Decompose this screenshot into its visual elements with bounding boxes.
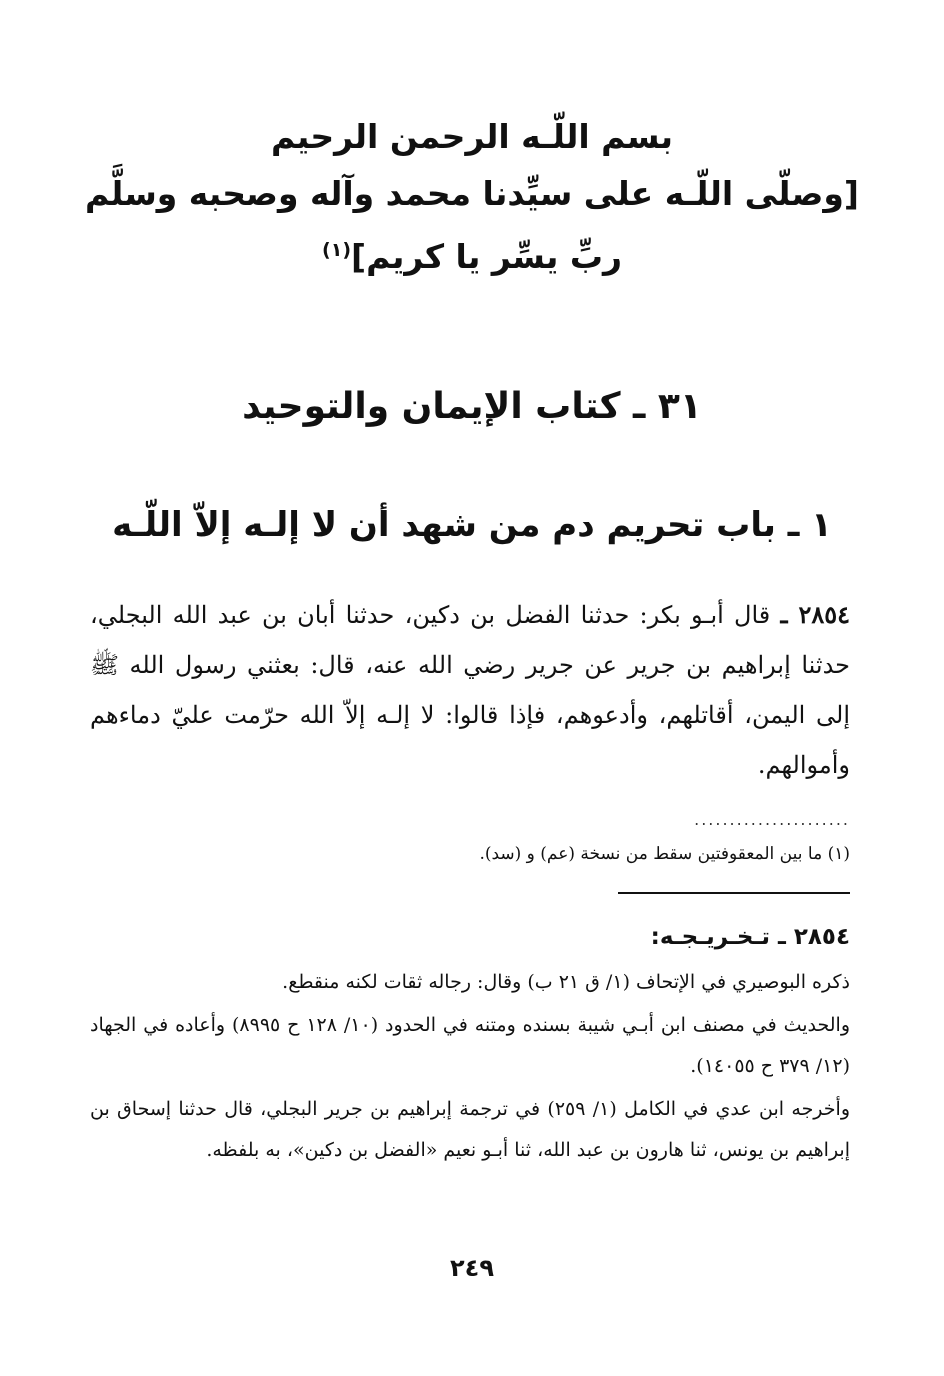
hadith-text	[90, 590, 850, 790]
chapter-title: ١ ـ باب تحريم دم من شهد أن لا إلـه إلاّ اللّـه	[112, 505, 832, 545]
page-number: ٢٤٩	[450, 1254, 494, 1282]
section-divider	[618, 892, 850, 894]
hadith-number: ٢٨٥٤ ـ	[780, 600, 850, 629]
salutation-line: [وصلّى اللّـه على سيِّدنا محمد وآله وصحبه وسلَّم	[84, 174, 859, 213]
takhrij-heading: ٢٨٥٤ ـ تـخـريـجـه:	[650, 924, 850, 950]
takhrij-paragraph: ذكره البوصيري في الإتحاف (١/ ق ٢١ ب) وقال: رجاله ثقات لكنه منقطع.	[282, 971, 850, 993]
book-title: ٣١ ـ كتاب الإيمان والتوحيد	[242, 386, 702, 427]
supplication-text: ربِّ يسِّر يا كريم]	[351, 237, 622, 276]
takhrij-paragraph: والحديث في مصنف ابن أبـي شيبة بسنده ومتنه في الحدود (١٠/ ١٢٨ ح ٨٩٩٥) وأعاده في الجهاد (١٢/ ٣٧٩ ح ١٤٠٥٥).	[90, 1014, 851, 1077]
footnote: (١) ما بين المعقوفتين سقط من نسخة (عم) و (سد).	[479, 844, 850, 864]
footnote-reference: (١)	[322, 239, 351, 261]
basmala-line: بسم اللّـه الرحمن الرحيم	[271, 117, 673, 156]
supplication-line	[0, 222, 944, 285]
hadith-body: قال أبـو بكر: حدثنا الفضل بن دكين، حدثنا أبان بن عبد الله البجلي، حدثنا إبراهيم بن جرير عن جرير رضي الله عنه، قال: بعثني رسول الله ﷺ إلى اليمن، أقاتلهم، وأدعوهم، فإذا قالوا: لا إلـه إلاّ الله حرّمت عليّ دماءهم وأموالهم.	[90, 601, 850, 779]
takhrij-paragraph: وأخرجه ابن عدي في الكامل (١/ ٢٥٩) في ترجمة إبراهيم بن جرير البجلي، قال حدثنا إسحاق بن إبراهيم بن يونس، ثنا هارون بن عبد الله، ثنا أبـو نعيم «الفضل بن دكين»، به بلفظه.	[90, 1098, 850, 1161]
takhrij-body	[90, 962, 850, 1171]
footnote-separator: ......................	[694, 810, 850, 829]
basmala-block	[0, 108, 944, 285]
